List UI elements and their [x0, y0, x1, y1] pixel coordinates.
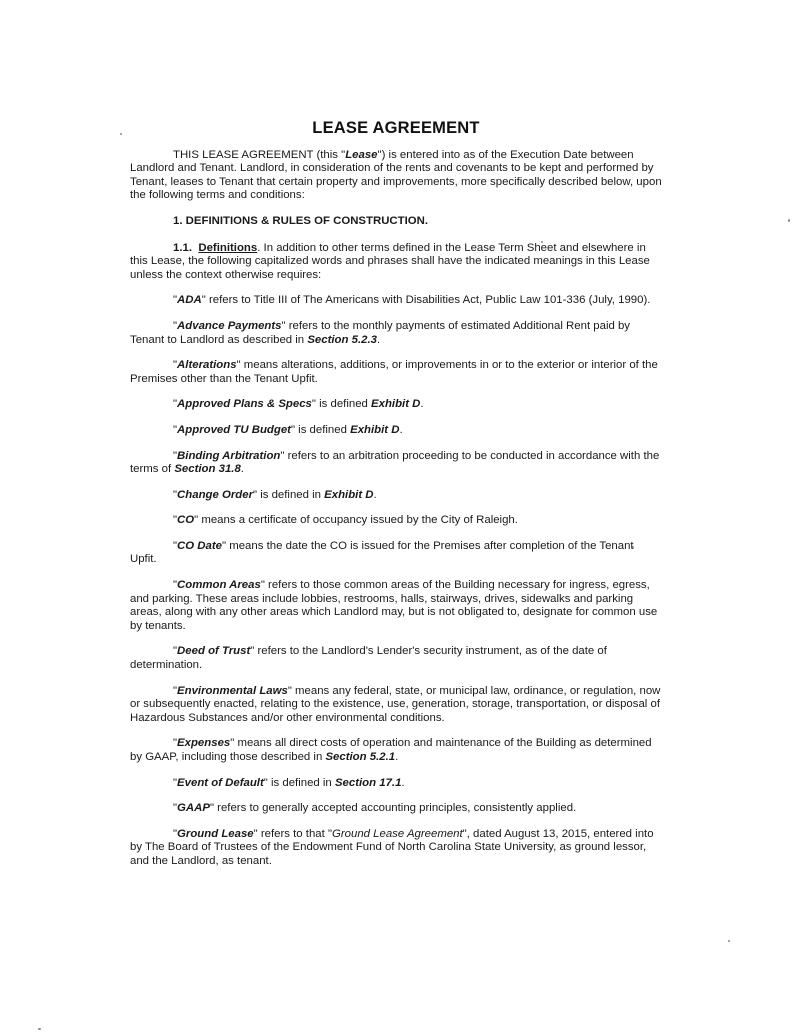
definition-item: "ADA" refers to Title III of The Americans with Disabilities Act, Public Law 101-336 (July, 1990). — [173, 294, 651, 307]
definition-term: Binding Arbitration — [177, 449, 281, 462]
definition-text: refers to generally accepted accounting principles, consistently applied. — [214, 802, 577, 815]
subsection-title: Definitions — [198, 241, 258, 254]
definition-item: "Advance Payments" refers to the monthly payments of estimated Additional Rent paid by Tenant to Landlord as described in Section 5.2.3. — [130, 319, 631, 346]
definition-term: Change Order — [177, 488, 253, 501]
definition-reference: Exhibit D — [350, 423, 400, 436]
definition-text: refers to the monthly payments of estimated Additional Rent paid by Tenant to Landlord as described in — [130, 319, 631, 346]
definition-item: "Alterations" means alterations, additions, or improvements in or to the exterior or interior of the Premises other than the Tenant Upfit. — [130, 359, 658, 385]
definition-text: means a certificate of occupancy issued by the City of Raleigh. — [198, 514, 518, 527]
intro-paragraph: THIS LEASE AGREEMENT (this "Lease") is entered into as of the Execution Date between Landlord and Tenant. Landlord, in consideration of the rents and covenants to be kept and performed by Tenant, leases to Tenant that certain property and improvements, more specifically described below, upon the following terms and conditions: — [130, 148, 662, 202]
definition-item: "Common Areas" refers to those common areas of the Building necessary for ingress, egress, and parking. These areas include lobbies, restrooms, halls, stairways, drives, sidewalks and parking areas, along with any other areas which Landlord may, but is not obligated to, designate for common use by tenants. — [130, 579, 658, 632]
definition-text: refers to the Landlord's Lender's security instrument, as of the date of determination. — [130, 645, 607, 672]
definition-item: "Binding Arbitration" refers to an arbitration proceeding to be conducted in accordance with the terms of Section 31.8. — [130, 449, 660, 476]
definition-term: GAAP — [177, 802, 210, 815]
definition-term: Event of Default — [177, 776, 264, 789]
definition-text: is defined — [295, 423, 351, 436]
definition-text: is defined in — [257, 488, 325, 501]
definition-item: "CO" means a certificate of occupancy issued by the City of Raleigh. — [173, 514, 518, 527]
scan-speck — [728, 940, 730, 942]
definition-term: Environmental Laws — [177, 684, 288, 697]
definition-item: "Deed of Trust" refers to the Landlord's Lender's security instrument, as of the date of determination. — [130, 645, 607, 672]
definition-item: "Environmental Laws" means any federal, state, or municipal law, ordinance, or regulation, now or subsequently enacted, relating to the existence, use, generation, storage, transportation, or disposal of Hazardous Substances and/or other environmental conditions. — [130, 684, 661, 724]
definition-reference: Exhibit D — [324, 488, 374, 501]
definition-item: "CO Date" means the date the CO is issued for the Premises after completion of the Tenant Upfit. — [130, 539, 634, 566]
definition-text: means any federal, state, or municipal law, ordinance, or regulation, now or subsequently enacted, relating to the existence, use, generation, storage, transportation, or disposal of Hazardous Substances and/or other environmental conditions. — [130, 684, 661, 724]
definition-item: "Approved TU Budget" is defined Exhibit D. — [173, 423, 403, 436]
definition-term: Deed of Trust — [177, 645, 251, 658]
definition-reference: Exhibit D — [371, 398, 421, 411]
definition-reference: Section 31.8 — [174, 463, 241, 476]
definition-term: Alterations — [177, 359, 237, 372]
subsection-definitions: 1.1. Definitions. In addition to other terms defined in the Lease Term Sheet and elsewhere in this Lease, the following capitalized words and phrases shall have the indicated meanings in this Lease unless the context otherwise requires: — [130, 241, 650, 281]
definition-text: means all direct costs of operation and maintenance of the Building as determined by GAAP, including those described in — [130, 737, 652, 763]
definition-term: CO — [177, 514, 195, 527]
definition-reference: Section 5.2.1 — [325, 751, 396, 763]
definition-item: "Change Order" is defined in Exhibit D. — [173, 488, 377, 501]
definition-reference: Section 5.2.3 — [307, 333, 377, 346]
definition-text: refers to those common areas of the Building necessary for ingress, egress, and parking. These areas include lobbies, restrooms, halls, stairways, drives, sidewalks and parking areas, along with any other areas which Landlord may, but is not obligated to, designate for common use by tenants. — [130, 579, 658, 632]
definition-text: means alterations, additions, or improvements in or to the exterior or interior of the Premises other than the Tenant Upfit. — [130, 359, 658, 385]
definition-reference: Section 17.1 — [334, 776, 402, 789]
definitions-list — [130, 294, 662, 815]
definition-item: "Expenses" means all direct costs of operation and maintenance of the Building as determined by GAAP, including those described in Section 5.2.1. — [130, 737, 652, 763]
definition-text: means the date the CO is issued for the Premises after completion of the Tenant Upfit. — [130, 539, 634, 566]
definition-text: is defined in — [267, 776, 335, 789]
definition-term: Common Areas — [177, 579, 261, 592]
definition-text: refers to an arbitration proceeding to be conducted in accordance with the terms of — [130, 449, 660, 476]
scan-speck — [38, 1028, 41, 1030]
definition-ground-lease: "Ground Lease" refers to that "Ground Lease Agreement", dated August 13, 2015, entered into by The Board of Trustees of the Endowment Fund of North Carolina State University, as ground lessor, and the Landlord, as tenant. — [130, 827, 654, 867]
definition-term: Approved TU Budget — [177, 423, 291, 436]
definition-term: ADA — [177, 294, 202, 307]
document-body — [130, 118, 662, 881]
definition-item: "GAAP" refers to generally accepted accounting principles, consistently applied. — [173, 802, 577, 815]
definition-term: Approved Plans & Specs — [177, 398, 312, 411]
section-heading: 1. DEFINITIONS & RULES OF CONSTRUCTION. — [173, 214, 429, 227]
scan-speck — [120, 133, 122, 135]
definition-text: is defined — [315, 398, 372, 411]
definition-text: refers to Title III of The Americans with Disabilities Act, Public Law 101-336 (July, 1990). — [205, 294, 651, 307]
document-title: LEASE AGREEMENT — [312, 119, 480, 137]
definition-term: CO Date — [177, 539, 222, 552]
definition-term: Expenses — [177, 737, 231, 750]
definition-item: "Event of Default" is defined in Section 17.1. — [173, 776, 405, 789]
definition-term: Advance Payments — [177, 319, 282, 332]
definition-item: "Approved Plans & Specs" is defined Exhibit D. — [173, 398, 424, 411]
scan-speck — [788, 219, 790, 222]
